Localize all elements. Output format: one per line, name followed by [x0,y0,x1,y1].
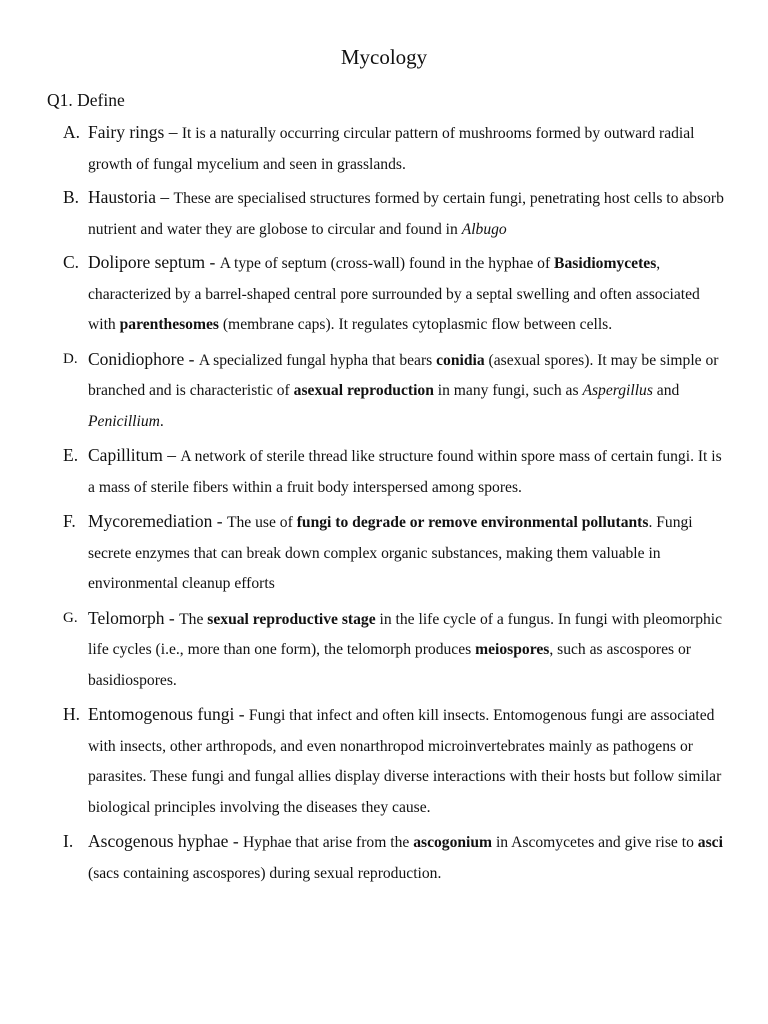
definition-term: Ascogenous hyphae [88,831,229,851]
term-separator: – [164,122,182,142]
definition-item [0,826,768,889]
definition-text: These are specialised structures formed by certain fungi, penetrating host cells to absorb nutrient and water they are globose to circular and found in Albugo [88,190,724,238]
term-separator: – [162,445,181,465]
list-marker: B. [63,187,80,207]
list-marker: D. [63,350,78,367]
list-marker: F. [63,511,76,531]
definition-item [0,603,768,697]
definition-term: Dolipore septum [88,252,206,272]
definition-item [0,506,768,600]
list-marker: I. [63,831,74,851]
definition-text: The sexual reproductive stage in the life cycle of a fungus. In fungi with pleomorphic life cycles (i.e., more than one form), the telomorph produces meiospores, such as ascospores or basidiospores. [88,610,723,689]
list-marker: A. [63,122,81,142]
definition-term: Capillitum [88,445,163,465]
term-separator: - [212,511,227,531]
list-marker: G. [63,609,78,626]
term-separator: - [184,348,199,369]
definition-term: Mycoremediation [88,511,213,531]
definition-term: Conidiophore [88,348,185,369]
definition-term: Telomorph [88,607,165,628]
question-heading: Q1. Define [47,90,125,110]
definition-text: A specialized fungal hypha that bears conidia (asexual spores). It may be simple or branched and is characteristic of asexual reproduction in many fungi, such as Aspergillus and Penicillium. [88,351,719,430]
definition-term: Haustoria [88,187,157,207]
list-marker: H. [63,704,81,724]
definition-text: A network of sterile thread like structure found within spore mass of certain fungi. It is a mass of sterile fibers within a fruit body interspersed among spores. [88,448,722,496]
definition-text: Fungi that infect and often kill insects. Entomogenous fungi are associated with insects, other arthropods, and even nonarthropod microinvertebrates mainly as pathogens or parasites. These fungi and fungal allies display diverse interactions with their hosts but follow similar biological principles involving the diseases they cause. [88,707,722,816]
term-separator: - [164,607,180,628]
definition-text: A type of septum (cross-wall) found in the hyphae of Basidiomycetes, characterized by a barrel-shaped central pore surrounded by a septal swelling and often associated with parenthesomes (membrane caps). It regulates cytoplasmic flow between cells. [88,255,700,333]
definition-item [0,440,768,503]
definition-item [0,182,768,245]
term-separator: – [156,187,174,207]
list-marker: C. [63,252,80,272]
definition-term: Fairy rings [88,122,165,142]
term-separator: - [205,252,220,272]
definition-item [0,699,768,823]
definition-item [0,247,768,341]
definition-item [0,344,768,438]
term-separator: - [228,831,244,851]
term-separator: - [234,704,249,724]
definition-text: Hyphae that arise from the ascogonium in Ascomycetes and give rise to asci (sacs containing ascospores) during sexual reproduction. [88,834,723,882]
definition-text: The use of fungi to degrade or remove environmental pollutants. Fungi secrete enzymes that can break down complex organic substances, making them valuable in environmental cleanup efforts [88,514,693,592]
document-title: Mycology [340,45,428,69]
definition-item [0,117,768,180]
definition-text: It is a naturally occurring circular pattern of mushrooms formed by outward radial growth of fungal mycelium and seen in grasslands. [88,125,695,173]
list-marker: E. [63,445,79,465]
definition-term: Entomogenous fungi [88,704,235,724]
definition-list [0,117,768,889]
